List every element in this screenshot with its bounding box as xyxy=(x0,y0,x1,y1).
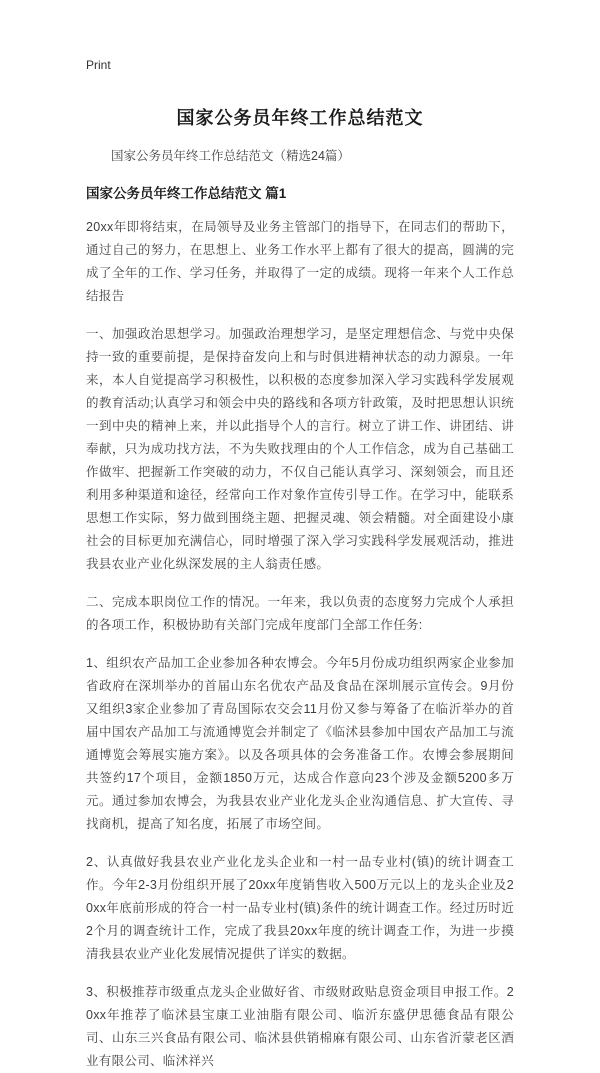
document-subtitle: 国家公务员年终工作总结范文（精选24篇） xyxy=(111,149,350,163)
paragraph-intro: 20xx年即将结束，在局领导及业务主管部门的指导下，在同志们的帮助下，通过自己的努力，在思想上、业务工作水平上都有了很大的提高，圆满的完成了全年的工作、学习任务，并取得了一定的成绩。现将一年来个人工作总结报告 xyxy=(86,220,514,303)
page-title: 国家公务员年终工作总结范文 xyxy=(176,108,424,128)
paragraph-job-duties: 二、完成本职岗位工作的情况。一年来，我以负责的态度努力完成个人承担的各项工作，积极协助有关部门完成年度部门全部工作任务: xyxy=(86,595,514,632)
paragraph-project-recommendation: 3、积极推荐市级重点龙头企业做好省、市级财政贴息资金项目申报工作。20xx年推荐了临沭县宝康工业油脂有限公司、临沂东盛伊思德食品有限公司、山东三兴食品有限公司、临沭县供销棉麻有限公司、山东省沂蒙老区酒业有限公司、临沭祥兴 xyxy=(86,985,514,1068)
paragraph-political-study: 一、加强政治思想学习。加强政治理想学习，是坚定理想信念、与党中央保持一致的重要前提，是保持奋发向上和与时俱进精神状态的动力源泉。一年来，本人自觉提高学习积极性，以积极的态度参加深入学习实践科学发展观的教育活动;认真学习和领会中央的路线和各项方针政策，及时把思想认识统一到中央的精神上来，并以此指导个人的言行。树立了讲工作、讲团结、讲奉献，只为成功找方法，不为失败找理由的个人工作信念，成为自己基础工作做牢、把握新工作突破的动力，不仅自己能认真学习、深刻领会，而且还利用多种渠道和途径，经常向工作对象作宣传引导工作。在学习中，能联系思想工作实际，努力做到围绕主题、把握灵魂、领会精髓。对全面建设小康社会的目标更加充满信心，同时增强了深入学习实践科学发展观活动，推进我县农业产业化纵深发展的主人翁责任感。 xyxy=(86,327,514,571)
section-heading: 国家公务员年终工作总结范文 篇1 xyxy=(86,186,287,201)
paragraph-expo-work: 1、组织农产品加工企业参加各种农博会。今年5月份成功组织两家企业参加省政府在深圳举办的首届山东名优农产品及食品在深圳展示宣传会。9月份又组织3家企业参加了青岛国际农交会11月份又参与筹备了在临沂举办的首届中国农产品加工与流通博览会并制定了《临沭县参加中国农产品加工与流通博览会筹展实施方案》。以及各项具体的会务准备工作。农博会参展期间共签约17个项目，金额1850万元，达成合作意向23个涉及金额5200多万元。通过参加农博会，为我县农业产业化龙头企业沟通信息、扩大宣传、寻找商机，提高了知名度，拓展了市场空间。 xyxy=(86,656,514,831)
print-button[interactable]: Print xyxy=(86,58,111,72)
paragraph-statistics-survey: 2、认真做好我县农业产业化龙头企业和一村一品专业村(镇)的统计调查工作。今年2-3月份组织开展了20xx年度销售收入500万元以上的龙头企业及20xx年底前形成的符合一村一品专业村(镇)条件的统计调查工作。经过历时近2个月的调查统计工作，完成了我县20xx年度的统计调查工作，为进一步摸清我县农业产业化发展情况提供了详实的数据。 xyxy=(86,855,514,961)
